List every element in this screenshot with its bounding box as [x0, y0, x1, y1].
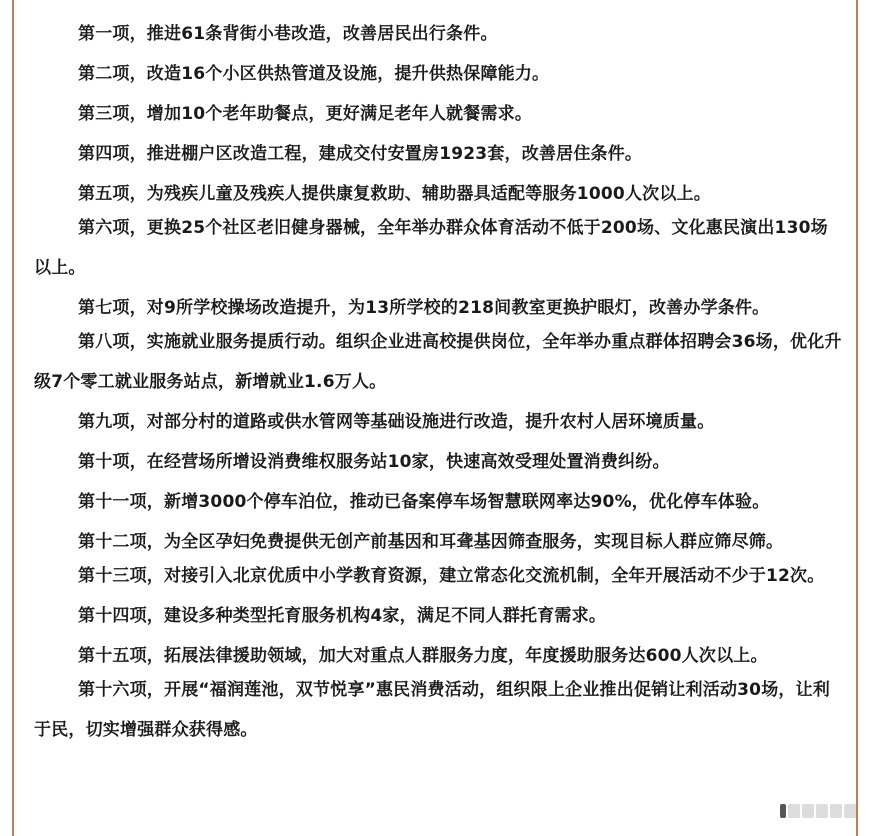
- list-item-2: 第二项，改造16个小区供热管道及设施，提升供热保障能力。: [78, 64, 550, 84]
- list-item-8: 第八项，实施就业服务提质行动。组织企业进高校提供岗位，全年举办重点群体招聘会36场，优化升级7个零工就业服务站点，新增就业1.6万人。: [34, 332, 842, 392]
- list-item-9: 第九项，对部分村的道路或供水管网等基础设施进行改造，提升农村人居环境质量。: [78, 412, 715, 432]
- list-item-6: 第六项，更换25个社区老旧健身器械，全年举办群众体育活动不低于200场、文化惠民演出130场以上。: [34, 218, 828, 278]
- list-item-7: 第七项，对9所学校操场改造提升，为13所学校的218间教室更换护眼灯，改善办学条件。: [78, 298, 770, 318]
- list-item-13: 第十三项，对接引入北京优质中小学教育资源，建立常态化交流机制，全年开展活动不少于12次。: [78, 566, 825, 586]
- list-item-3: 第三项，增加10个老年助餐点，更好满足老年人就餐需求。: [78, 104, 533, 124]
- list-item-4: 第四项，推进棚户区改造工程，建成交付安置房1923套，改善居住条件。: [78, 144, 643, 164]
- list-item-5: 第五项，为残疾儿童及残疾人提供康复救助、辅助器具适配等服务1000人次以上。: [78, 184, 711, 204]
- watermark-logo: [780, 804, 856, 818]
- document-body: [34, 14, 844, 750]
- list-item-16: 第十六项，开展“福润莲池，双节悦享”惠民消费活动，组织限上企业推出促销让利活动30场，让利于民，切实增强群众获得感。: [34, 680, 831, 740]
- watermark-mark: [816, 804, 828, 818]
- list-item-15: 第十五项，拓展法律援助领域，加大对重点人群服务力度，年度援助服务达600人次以上。: [78, 646, 768, 666]
- list-item-11: 第十一项，新增3000个停车泊位，推动已备案停车场智慧联网率达90%，优化停车体验。: [78, 492, 770, 512]
- list-item-1: 第一项，推进61条背街小巷改造，改善居民出行条件。: [78, 24, 498, 44]
- watermark-mark: [788, 804, 800, 818]
- list-item-10: 第十项，在经营场所增设消费维权服务站10家，快速高效受理处置消费纠纷。: [78, 452, 670, 472]
- list-item-14: 第十四项，建设多种类型托育服务机构4家，满足不同人群托育需求。: [78, 606, 607, 626]
- page-border-left: [12, 0, 14, 836]
- watermark-mark: [830, 804, 842, 818]
- page-border-right: [856, 0, 858, 836]
- watermark-mark: [780, 804, 786, 818]
- watermark-mark: [802, 804, 814, 818]
- watermark-mark: [844, 804, 856, 818]
- list-item-12: 第十二项，为全区孕妇免费提供无创产前基因和耳聋基因筛查服务，实现目标人群应筛尽筛。: [78, 532, 784, 552]
